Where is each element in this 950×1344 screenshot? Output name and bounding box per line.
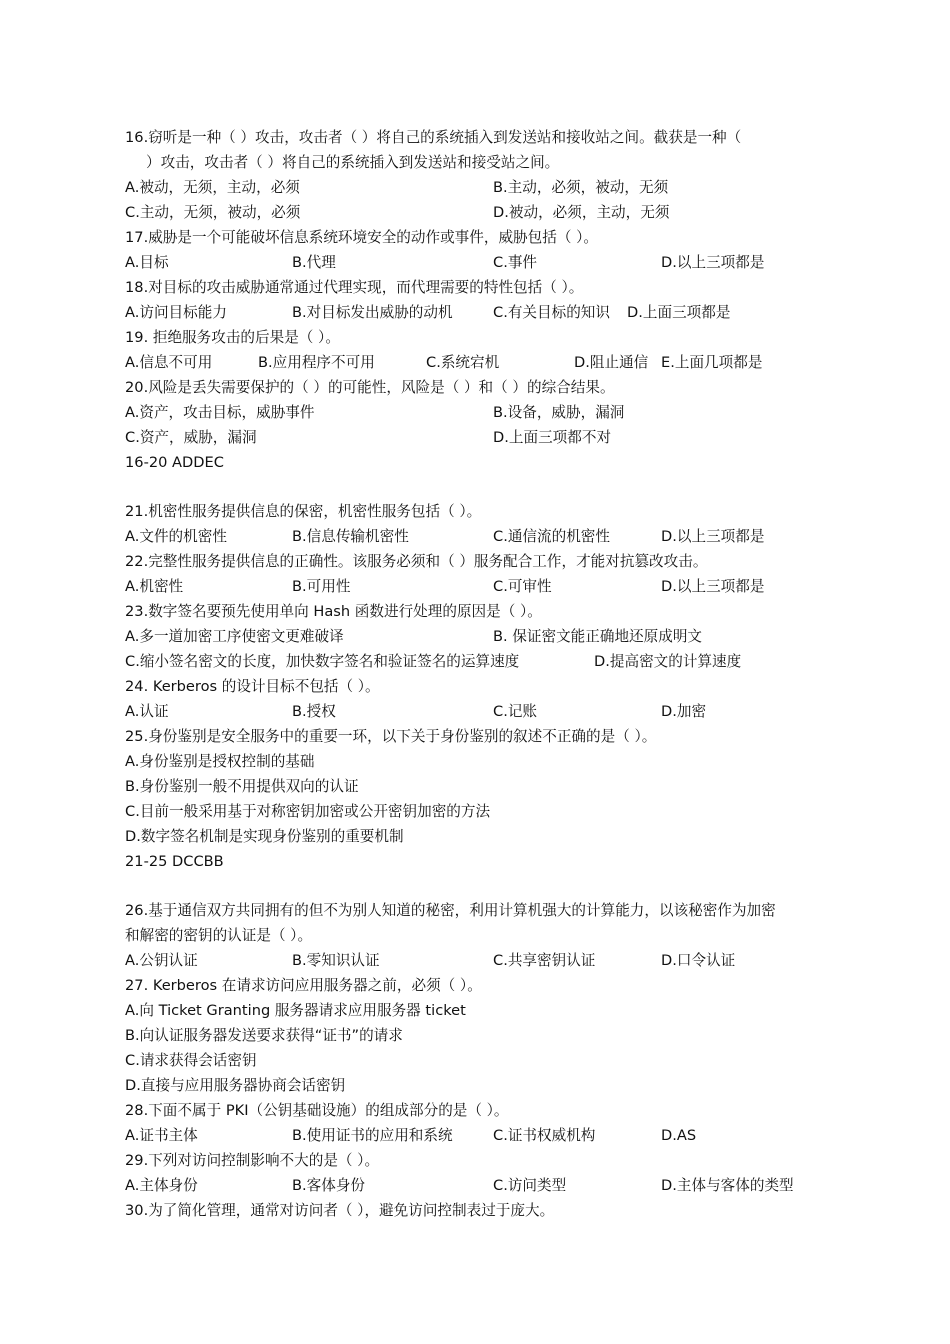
option-text: C.访问类型	[493, 1177, 567, 1194]
text-line: 30.为了简化管理，通常对访问者（ ），避免访问控制表过于庞大。	[125, 1202, 555, 1219]
option-text: A.信息不可用	[125, 354, 213, 371]
option-text: D.以上三项都是	[661, 254, 765, 271]
option-text: C.证书权威机构	[493, 1127, 596, 1144]
option-text: D.提高密文的计算速度	[594, 653, 742, 670]
option-text: B. 保证密文能正确地还原成明文	[493, 628, 703, 645]
text-line: 21-25 DCCBB	[125, 853, 224, 870]
text-line: D.直接与应用服务器协商会话密钥	[125, 1077, 346, 1094]
option-text: B.设备，威胁，漏洞	[493, 404, 625, 421]
option-text: D.加密	[661, 703, 707, 720]
option-text: D.阻止通信	[574, 354, 649, 371]
option-text: D.被动，必须，主动，无须	[493, 204, 670, 221]
option-text: D.主体与客体的类型	[661, 1177, 794, 1194]
option-text: B.主动，必须，被动，无须	[493, 179, 669, 196]
option-text: B.使用证书的应用和系统	[292, 1127, 453, 1144]
option-text: A.公钥认证	[125, 952, 198, 969]
text-line: 25.身份鉴别是安全服务中的重要一环，以下关于身份鉴别的叙述不正确的是（ ）。	[125, 728, 657, 745]
option-text: B.零知识认证	[292, 952, 380, 969]
option-text: B.信息传输机密性	[292, 528, 409, 545]
option-text: A.多一道加密工序使密文更难破译	[125, 628, 344, 645]
text-line: B.身份鉴别一般不用提供双向的认证	[125, 778, 359, 795]
option-text: D.AS	[661, 1127, 697, 1144]
option-text: D.上面三项都不对	[493, 429, 612, 446]
option-text: D.口令认证	[661, 952, 736, 969]
option-text: C.主动，无须，被动，必须	[125, 204, 301, 221]
option-text: A.证书主体	[125, 1127, 198, 1144]
option-text: C.可审性	[493, 578, 552, 595]
option-text: C.共享密钥认证	[493, 952, 596, 969]
option-text: D.上面三项都是	[627, 304, 731, 321]
text-line: C.目前一般采用基于对称密钥加密或公开密钥加密的方法	[125, 803, 491, 820]
text-line: 27. Kerberos 在请求访问应用服务器之前，必须（ ）。	[125, 977, 482, 994]
text-line: C.请求获得会话密钥	[125, 1052, 257, 1069]
text-line: 24. Kerberos 的设计目标不包括（ ）。	[125, 678, 380, 695]
option-text: C.有关目标的知识	[493, 304, 610, 321]
text-line: D.数字签名机制是实现身份鉴别的重要机制	[125, 828, 404, 845]
text-line: 23.数字签名要预先使用单向 Hash 函数进行处理的原因是（ ）。	[125, 603, 542, 620]
option-text: A.认证	[125, 703, 169, 720]
option-text: A.文件的机密性	[125, 528, 227, 545]
option-text: A.访问目标能力	[125, 304, 227, 321]
option-text: A.主体身份	[125, 1177, 198, 1194]
option-text: B.授权	[292, 703, 336, 720]
option-text: B.代理	[292, 254, 336, 271]
option-text: A.机密性	[125, 578, 184, 595]
text-line: ）攻击，攻击者（ ）将自己的系统插入到发送站和接受站之间。	[146, 154, 560, 171]
option-text: C.资产，威胁，漏洞	[125, 429, 257, 446]
text-line: 20.风险是丢失需要保护的（ ）的可能性，风险是（ ）和（ ）的综合结果。	[125, 379, 615, 396]
option-text: D.以上三项都是	[661, 578, 765, 595]
text-line: 19. 拒绝服务攻击的后果是（ ）。	[125, 329, 340, 346]
text-line: 29.下列对访问控制影响不大的是（ ）。	[125, 1152, 380, 1169]
option-text: C.记账	[493, 703, 538, 720]
text-line: 17.威胁是一个可能破坏信息系统环境安全的动作或事件，威胁包括（ ）。	[125, 229, 598, 246]
option-text: C.事件	[493, 254, 538, 271]
option-text: D.以上三项都是	[661, 528, 765, 545]
text-line: B.向认证服务器发送要求获得“证书”的请求	[125, 1027, 403, 1044]
option-text: B.可用性	[292, 578, 351, 595]
text-line: A.向 Ticket Granting 服务器请求应用服务器 ticket	[125, 1002, 466, 1019]
text-line: 18.对目标的攻击威胁通常通过代理实现，而代理需要的特性包括（ ）。	[125, 279, 584, 296]
text-line: 26.基于通信双方共同拥有的但不为别人知道的秘密，利用计算机强大的计算能力，以该秘密作为加密	[125, 902, 776, 919]
option-text: A.被动，无须，主动，必须	[125, 179, 300, 196]
text-line: 和解密的密钥的认证是（ ）。	[125, 927, 313, 944]
text-line: 16.窃听是一种（ ）攻击，攻击者（ ）将自己的系统插入到发送站和接收站之间。截获是一种（	[125, 129, 742, 146]
text-line: 28.下面不属于 PKI（公钥基础设施）的组成部分的是（ ）。	[125, 1102, 509, 1119]
text-line: A.身份鉴别是授权控制的基础	[125, 753, 315, 770]
option-text: B.客体身份	[292, 1177, 366, 1194]
text-line: 22.完整性服务提供信息的正确性。该服务必须和（ ）服务配合工作，才能对抗篡改攻击。	[125, 553, 708, 570]
option-text: A.资产，攻击目标，威胁事件	[125, 404, 315, 421]
option-text: B.对目标发出威胁的动机	[292, 304, 453, 321]
option-text: C.通信流的机密性	[493, 528, 610, 545]
option-text: A.目标	[125, 254, 169, 271]
option-text: C.缩小签名密文的长度，加快数字签名和验证签名的运算速度	[125, 653, 520, 670]
option-text: E.上面几项都是	[661, 354, 763, 371]
option-text: C.系统宕机	[426, 354, 500, 371]
text-line: 16-20 ADDEC	[125, 454, 224, 471]
option-text: B.应用程序不可用	[258, 354, 375, 371]
text-line: 21.机密性服务提供信息的保密，机密性服务包括（ ）。	[125, 503, 482, 520]
